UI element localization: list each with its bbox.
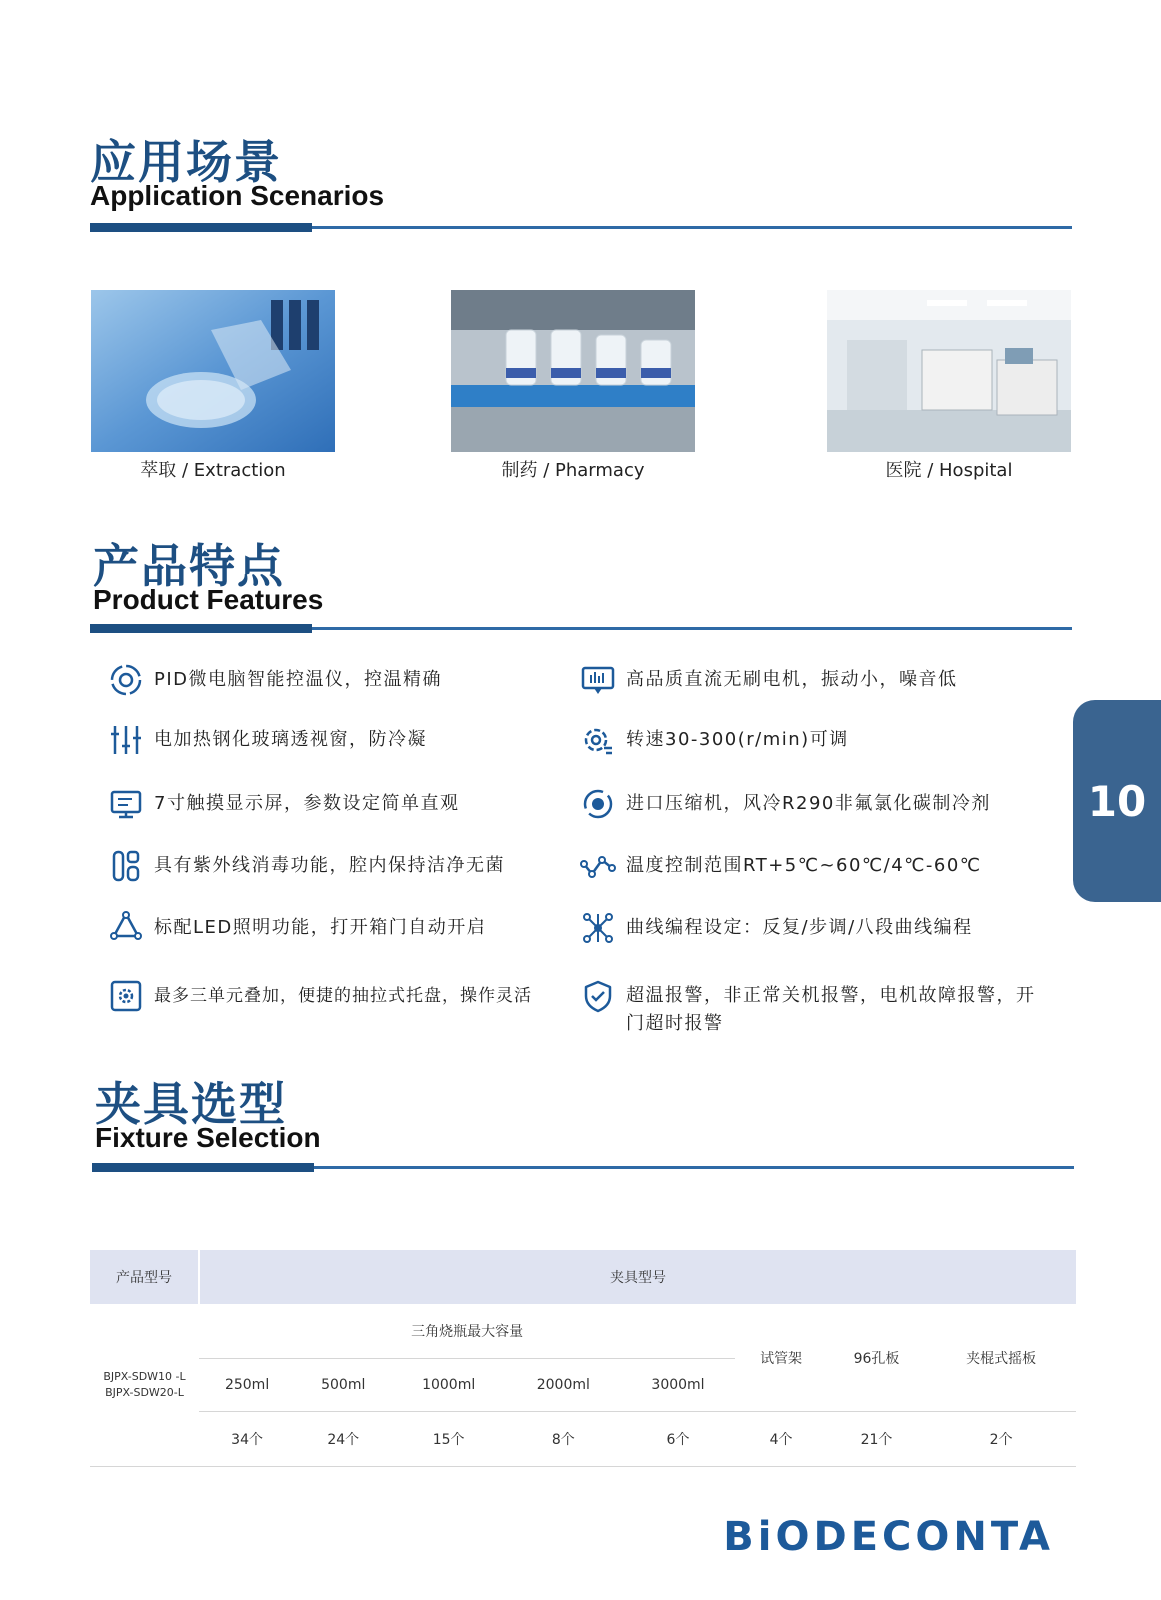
feature-text: PID微电脑智能控温仪，控温精确	[154, 669, 443, 690]
hospital-photo	[827, 290, 1071, 452]
feature-text: 具有紫外线消毒功能，腔内保持洁净无菌	[154, 855, 505, 876]
feature-item	[108, 848, 558, 884]
feature-item	[108, 722, 558, 758]
feature-item	[108, 662, 558, 698]
feature-text: 超温报警，非正常关机报警，电机故障报警，开门超时报警	[626, 985, 1036, 1034]
header-fixture: 夹具型号	[199, 1250, 1076, 1304]
gear-box-icon	[108, 978, 144, 1014]
feature-text: 标配LED照明功能，打开箱门自动开启	[154, 917, 487, 938]
feature-item	[580, 848, 1050, 884]
fixture-title-en: Fixture Selection	[95, 1122, 321, 1153]
quantity-cell: 2个	[926, 1412, 1076, 1467]
flask-size: 500ml	[295, 1359, 391, 1412]
quantity-cell: 34个	[199, 1412, 295, 1467]
feature-text: 高品质直流无刷电机，振动小，噪音低	[626, 669, 958, 690]
page-number-tab: 10	[1073, 700, 1161, 902]
feature-item	[580, 662, 1050, 698]
target-icon	[108, 662, 144, 698]
feature-text: 进口压缩机，风冷R290非氟氯化碳制冷剂	[626, 793, 991, 814]
feature-item	[580, 722, 1050, 758]
quantity-cell: 6个	[621, 1412, 736, 1467]
model-cell	[90, 1304, 199, 1467]
scenario-caption: 制药 / Pharmacy	[501, 460, 645, 481]
feature-item	[580, 978, 1050, 1038]
feature-item	[580, 786, 1050, 822]
fixture-type: 夹棍式摇板	[966, 1350, 1037, 1367]
feature-text: 转速30-300(r/min)可调	[626, 729, 849, 750]
fixture-type: 96孔板	[853, 1350, 900, 1367]
scenario-extraction	[91, 290, 335, 482]
uv-lamp-icon	[108, 848, 144, 884]
feature-item	[108, 786, 558, 822]
application-divider	[90, 226, 1072, 229]
feature-text: 电加热钢化玻璃透视窗，防冷凝	[154, 729, 427, 750]
feature-text: 7寸触摸显示屏，参数设定简单直观	[154, 793, 460, 814]
compressor-icon	[580, 786, 616, 822]
pharmacy-photo	[451, 290, 695, 452]
shield-icon	[580, 978, 616, 1014]
fixture-type: 试管架	[760, 1350, 803, 1367]
feature-item	[108, 910, 558, 946]
scenario-caption: 医院 / Hospital	[885, 460, 1013, 481]
sliders-icon	[108, 722, 144, 758]
features-title-en: Product Features	[93, 584, 324, 615]
quantity-cell: 21个	[827, 1412, 926, 1467]
scenario-pharmacy	[451, 290, 695, 482]
flask-size: 2000ml	[506, 1359, 621, 1412]
fixture-title-cn: 夹具选型	[95, 1077, 287, 1131]
quantity-cell: 15个	[391, 1412, 506, 1467]
network-icon	[580, 910, 616, 946]
fixture-divider	[92, 1166, 1074, 1169]
monitor-icon	[108, 786, 144, 822]
curve-icon	[580, 848, 616, 884]
model-line: BJPX-SDW10 -L	[103, 1370, 186, 1383]
flask-size: 250ml	[199, 1359, 295, 1412]
scenario-hospital	[827, 290, 1071, 482]
fixture-table	[90, 1250, 1076, 1467]
flask-size: 1000ml	[391, 1359, 506, 1412]
application-title-cn: 应用场景	[90, 135, 282, 189]
header-model: 产品型号	[90, 1250, 199, 1304]
motor-icon	[580, 662, 616, 698]
feature-text: 温度控制范围RT+5℃~60℃/4℃-60℃	[626, 855, 982, 876]
quantity-cell: 4个	[735, 1412, 826, 1467]
flask-size: 3000ml	[621, 1359, 736, 1412]
feature-item	[108, 978, 548, 1014]
extraction-photo	[91, 290, 335, 452]
features-divider	[90, 627, 1072, 630]
light-icon	[108, 910, 144, 946]
feature-item	[580, 910, 1050, 946]
application-title-en: Application Scenarios	[90, 180, 385, 211]
brand-logo: BiODECONTA	[723, 1514, 1054, 1560]
model-line: BJPX-SDW20-L	[105, 1386, 184, 1399]
scenario-caption: 萃取 / Extraction	[140, 460, 286, 481]
feature-text: 曲线编程设定：反复/步调/八段曲线编程	[626, 917, 973, 938]
feature-text: 最多三单元叠加，便捷的抽拉式托盘，操作灵活	[154, 986, 532, 1006]
gear-icon	[580, 722, 616, 758]
quantity-cell: 8个	[506, 1412, 621, 1467]
features-title-cn: 产品特点	[93, 539, 285, 593]
flask-group-label: 三角烧瓶最大容量	[411, 1324, 524, 1340]
quantity-cell: 24个	[295, 1412, 391, 1467]
